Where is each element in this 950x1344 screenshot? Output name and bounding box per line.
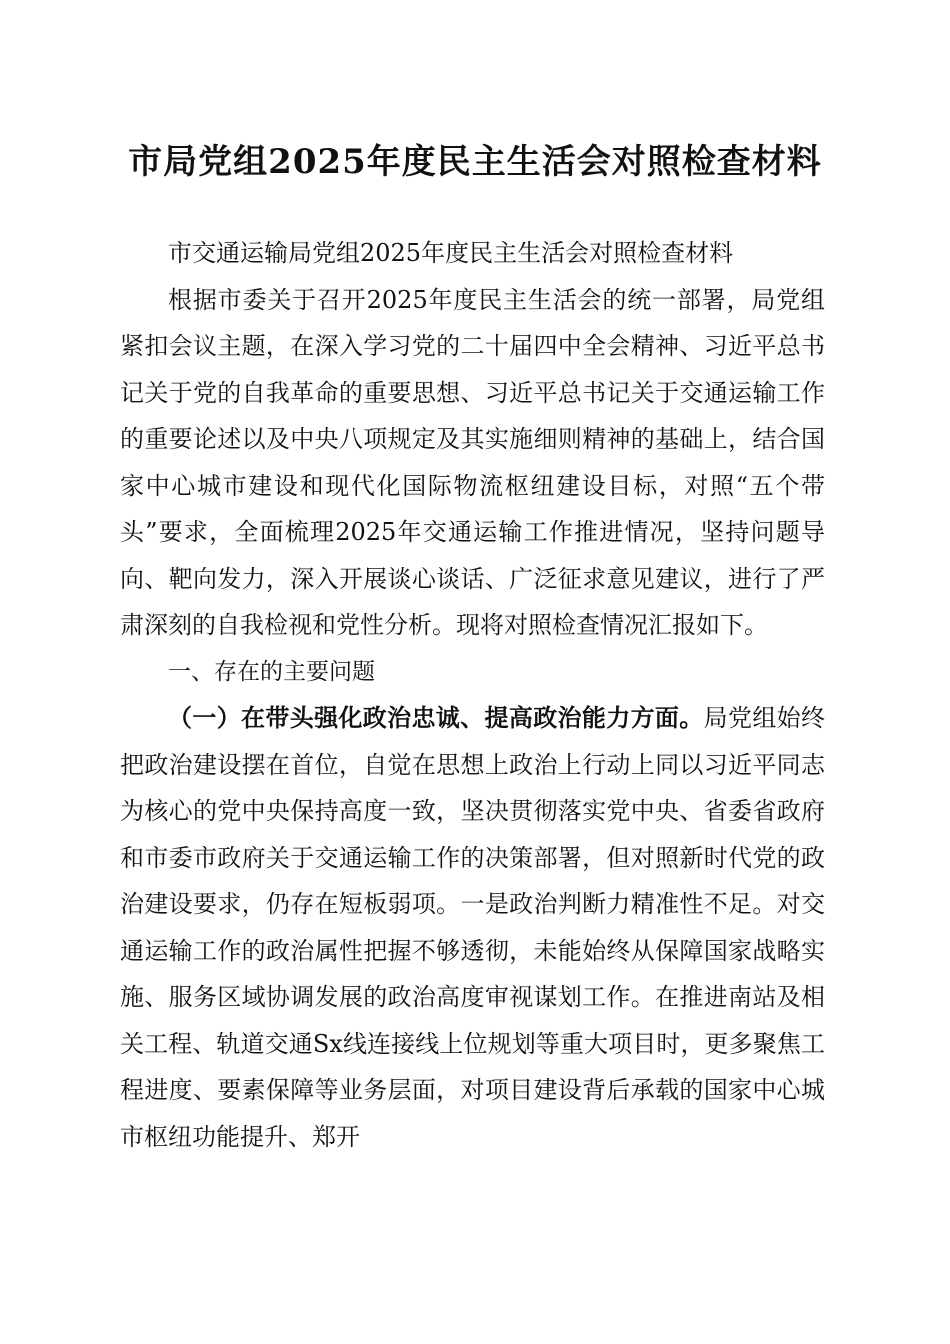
document-body [120, 230, 825, 1160]
document-title: 市局党组2025年度民主生活会对照检查材料 [128, 142, 822, 182]
section-heading: 一、存在的主要问题 [168, 658, 375, 685]
subsection-paragraph [120, 695, 825, 1160]
subsection-lead: （一）在带头强化政治忠诚、提高政治能力方面。 [168, 703, 704, 732]
intro-paragraph: 根据市委关于召开2025年度民主生活会的统一部署，局党组紧扣会议主题，在深入学习党的二十届四中全会精神、习近平总书记关于党的自我革命的重要思想、习近平总书记关于交通运输工作的重要论述以及中央八项规定及其实施细则精神的基础上，结合国家中心城市建设和现代化国际物流枢纽建设目标，对照“五个带头”要求，全面梳理2025年交通运输工作推进情况，坚持问题导向、靶向发力，深入开展谈心谈话、广泛征求意见建议，进行了严肃深刻的自我检视和党性分析。现将对照检查情况汇报如下。 [120, 285, 825, 639]
subsection-body: 局党组始终把政治建设摆在首位，自觉在思想上政治上行动上同以习近平同志为核心的党中央保持高度一致，坚决贯彻落实党中央、省委省政府和市委市政府关于交通运输工作的决策部署，但对照新时代党的政治建设要求，仍存在短板弱项。一是政治判断力精准性不足。对交通运输工作的政治属性把握不够透彻，未能始终从保障国家战略实施、服务区域协调发展的政治高度审视谋划工作。在推进南站及相关工程、轨道交通Sx线连接线上位规划等重大项目时，更多聚焦工程进度、要素保障等业务层面，对项目建设背后承载的国家中心城市枢纽功能提升、郑开 [120, 704, 826, 1151]
document-subtitle: 市交通运输局党组2025年度民主生活会对照检查材料 [168, 239, 734, 267]
